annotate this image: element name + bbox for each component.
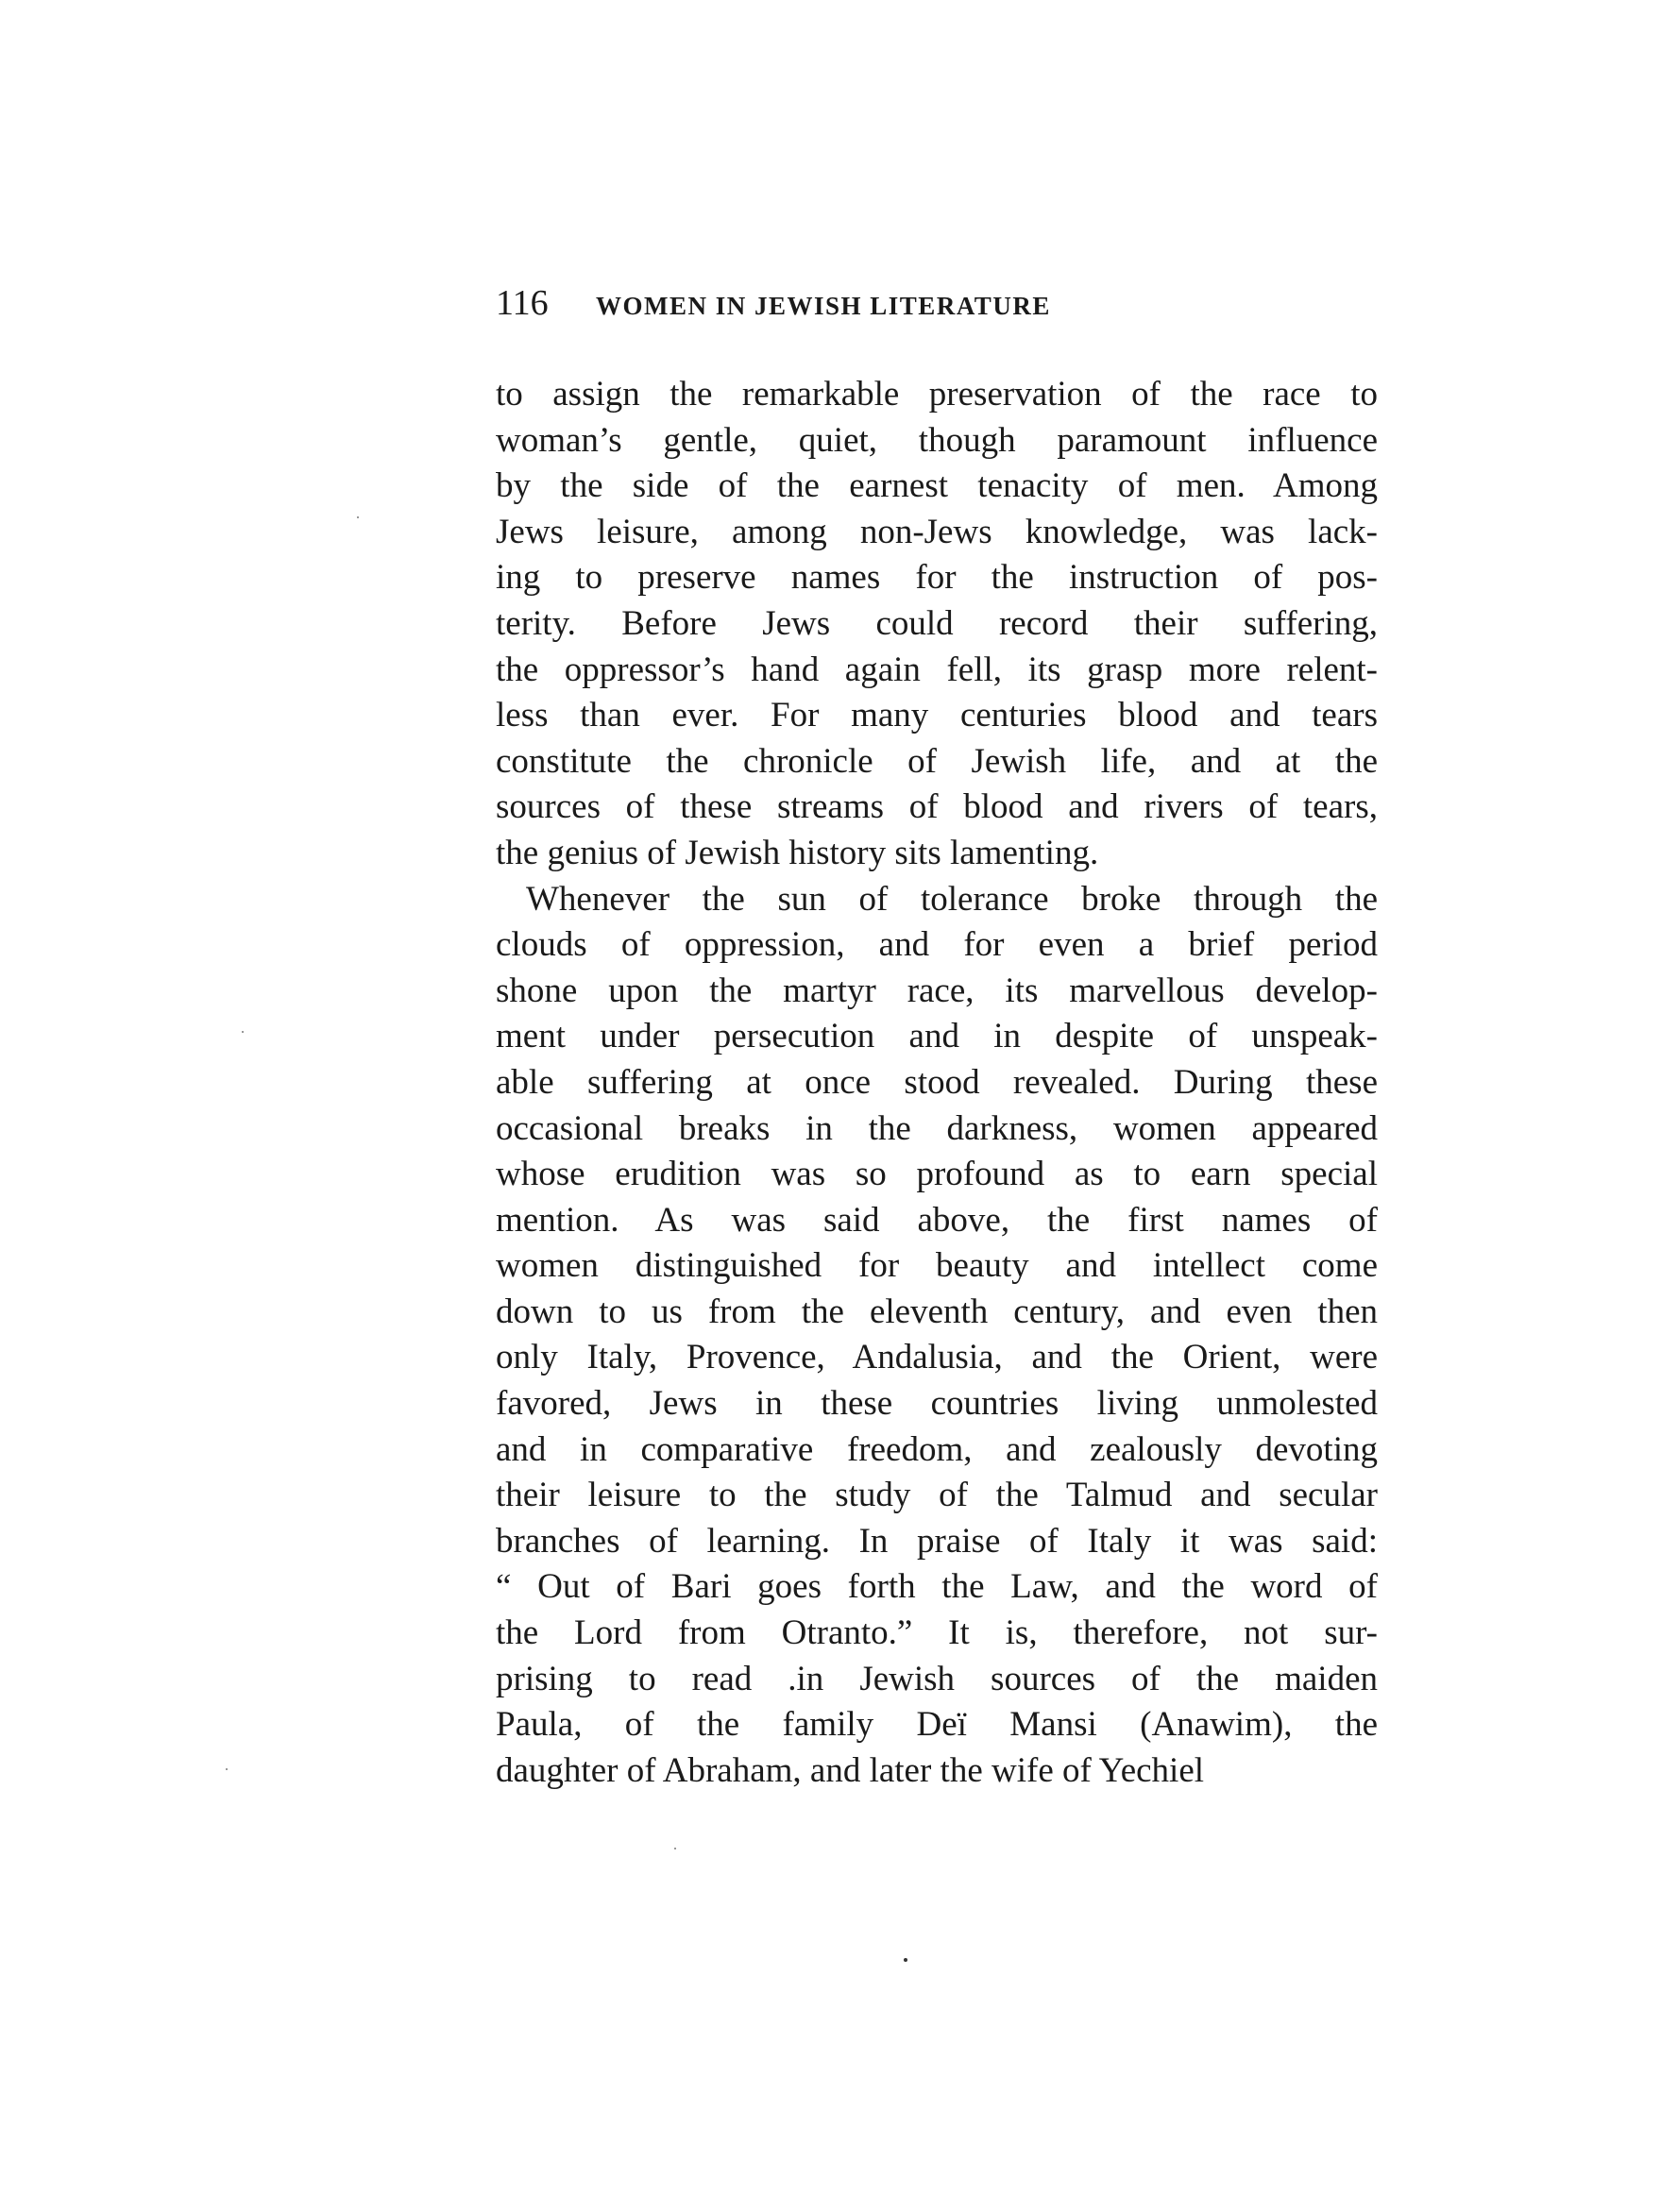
text-line: woman’s gentle, quiet, though paramount influence [496,420,1378,460]
page-number: 116 [496,283,549,323]
scan-speck [226,1768,228,1770]
text-line: sources of these streams of blood and rivers of tears, [496,787,1378,827]
text-line: daughter of Abraham, and later the wife of Yechiel [496,1750,1205,1790]
text-line: occasional breaks in the darkness, women appeared [496,1108,1378,1148]
text-line: constitute the chronicle of Jewish life, and at the [496,741,1378,781]
text-line: Paula, of the family Deï Mansi (Anawim), the [496,1705,1378,1745]
scan-speck [904,1958,907,1962]
text-line: the genius of Jewish history sits lamenting. [496,833,1099,872]
text-line: women distinguished for beauty and intellect come [496,1246,1378,1286]
scan-speck [357,516,359,518]
text-line: the oppressor’s hand again fell, its grasp more relent- [496,650,1378,689]
page-body [496,372,1378,1794]
text-line: ing to preserve names for the instruction of pos- [496,558,1378,598]
text-line: prising to read .in Jewish sources of the maiden [496,1659,1378,1698]
text-line: to assign the remarkable preservation of the race to [496,375,1378,414]
text-line: only Italy, Provence, Andalusia, and the Orient, were [496,1338,1378,1377]
text-line: by the side of the earnest tenacity of men. Among [496,466,1378,506]
running-header [496,279,1213,327]
text-line: terity. Before Jews could record their suffering, [496,603,1378,643]
text-line: the Lord from Otranto.” It is, therefore, not sur- [496,1613,1378,1653]
text-line: whose erudition was so profound as to earn special [496,1155,1378,1194]
text-line: able suffering at once stood revealed. During these [496,1062,1378,1102]
text-line: clouds of oppression, and for even a brief period [496,925,1378,965]
text-line: down to us from the eleventh century, and even then [496,1292,1378,1331]
text-line: ment under persecution and in despite of unspeak- [496,1017,1378,1056]
text-line: mention. As was said above, the first names of [496,1200,1378,1240]
text-line: “ Out of Bari goes forth the Law, and the word of [496,1567,1378,1607]
running-title: WOMEN IN JEWISH LITERATURE [596,292,1051,320]
scan-speck [242,1031,244,1033]
text-line: shone upon the martyr race, its marvellous develop- [496,971,1378,1010]
text-line: Whenever the sun of tolerance broke through the [526,879,1378,919]
text-line: branches of learning. In praise of Italy it was said: [496,1521,1378,1561]
text-line: their leisure to the study of the Talmud and secular [496,1476,1378,1515]
text-line: Jews leisure, among non-Jews knowledge, was lack- [496,512,1378,551]
scan-speck [674,1848,676,1849]
text-line: and in comparative freedom, and zealously devoting [496,1429,1378,1469]
text-line: less than ever. For many centuries blood and tears [496,696,1378,735]
text-line: favored, Jews in these countries living unmolested [496,1384,1378,1424]
